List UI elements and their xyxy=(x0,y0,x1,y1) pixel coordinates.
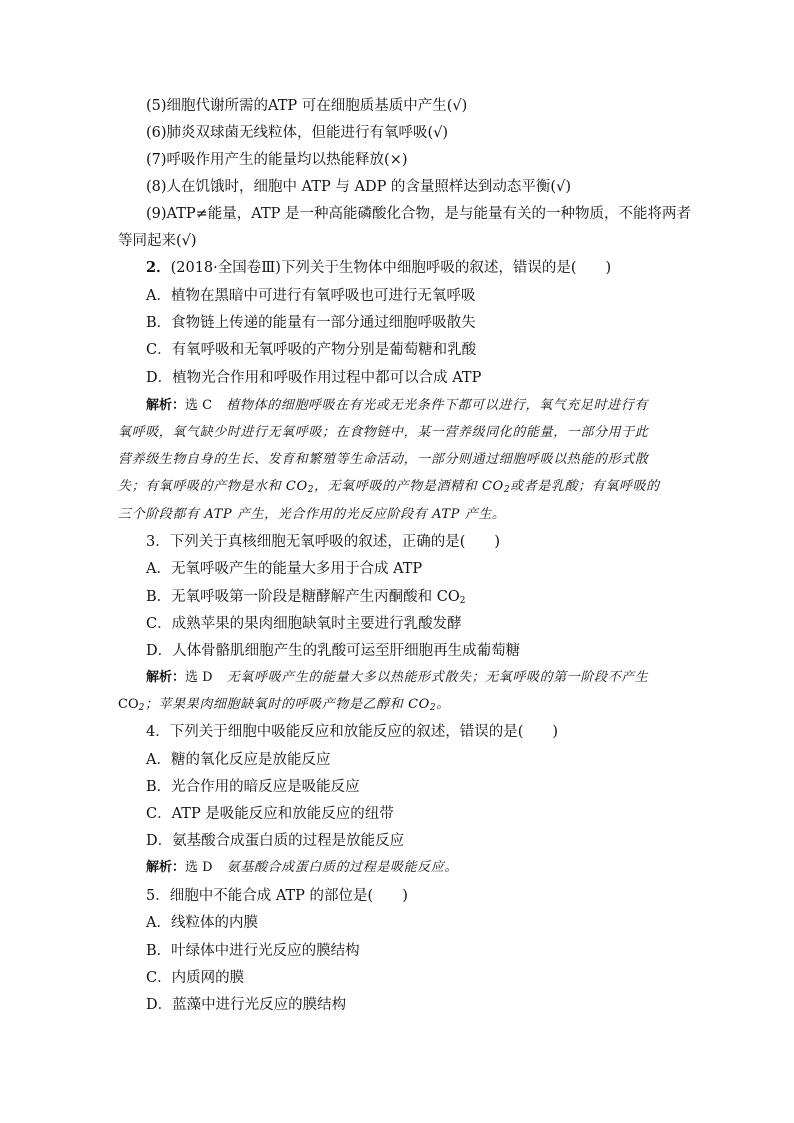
analysis-text: CO xyxy=(118,697,139,712)
analysis-text: 失；有氧呼吸的产物是水和 CO xyxy=(118,479,308,494)
statement-5: (5)细胞代谢所需的ATP 可在细胞质基质中产生(√) xyxy=(146,98,468,114)
question-2-analysis-line1 xyxy=(146,396,648,416)
question-4-analysis xyxy=(146,858,458,878)
analysis-text: ，无氧呼吸的产物是酒精和 CO xyxy=(314,479,504,494)
analysis-answer: 选 D xyxy=(185,670,213,685)
question-5-option-b: B．叶绿体中进行光反应的膜结构 xyxy=(146,943,360,959)
analysis-label: 解析： xyxy=(146,860,186,875)
analysis-label: 解析： xyxy=(146,398,186,413)
question-4-option-d: D．氨基酸合成蛋白质的过程是放能反应 xyxy=(146,833,405,849)
question-3-stem: 3．下列关于真核细胞无氧呼吸的叙述，正确的是( ) xyxy=(146,534,501,550)
analysis-text: 。 xyxy=(436,697,450,712)
analysis-text: 或者是乳酸；有氧呼吸的 xyxy=(510,479,660,494)
question-2-option-d: D．植物光合作用和呼吸作用过程中都可以合成 ATP xyxy=(146,370,482,386)
question-4-option-c: C．ATP 是吸能反应和放能反应的纽带 xyxy=(146,806,394,822)
analysis-label: 解析： xyxy=(146,670,186,685)
question-2-stem xyxy=(146,258,611,278)
question-3-option-b xyxy=(146,587,465,607)
question-source: (2018·全国卷Ⅲ) xyxy=(170,260,281,276)
statement-9-cont: 等同起来(√) xyxy=(118,233,197,249)
subscript: 2 xyxy=(429,703,437,713)
analysis-text: 氨基酸合成蛋白质的过程是吸能反应。 xyxy=(226,860,458,875)
statement-9: (9)ATP≠能量，ATP 是一种高能磷酸化合物，是与能量有关的一种物质，不能将两者 xyxy=(146,206,692,222)
question-text: 下列关于生物体中细胞呼吸的叙述，错误的是( ) xyxy=(280,260,612,276)
option-text: B．无氧呼吸第一阶段是糖酵解产生丙酮酸和 CO xyxy=(146,589,460,605)
question-5-option-a: A．线粒体的内膜 xyxy=(146,915,258,931)
question-3-option-d: D．人体骨骼肌细胞产生的乳酸可运至肝细胞再生成葡萄糖 xyxy=(146,643,521,659)
statement-8: (8)人在饥饿时，细胞中 ATP 与 ADP 的含量照样达到动态平衡(√) xyxy=(146,179,571,195)
statement-7: (7)呼吸作用产生的能量均以热能释放(×) xyxy=(146,152,408,168)
subscript: 2 xyxy=(307,485,315,495)
question-2-option-b: B．食物链上传递的能量有一部分通过细胞呼吸散失 xyxy=(146,315,476,331)
question-2-analysis-line4 xyxy=(118,477,660,497)
question-5-option-d: D．蓝藻中进行光反应的膜结构 xyxy=(146,997,347,1013)
analysis-text: 植物体的细胞呼吸在有光或无光条件下都可以进行，氧气充足时进行有 xyxy=(226,398,648,413)
question-4-stem: 4．下列关于细胞中吸能反应和放能反应的叙述，错误的是( ) xyxy=(146,724,559,740)
subscript: 2 xyxy=(138,703,145,713)
analysis-text: ；苹果果肉细胞缺氧时的呼吸产物是乙醇和 CO xyxy=(144,697,430,712)
subscript: 2 xyxy=(503,485,511,495)
question-4-option-a: A．糖的氧化反应是放能反应 xyxy=(146,752,331,768)
question-3-analysis-line2 xyxy=(118,695,450,715)
question-5-stem: 5．细胞中不能合成 ATP 的部位是( ) xyxy=(146,888,408,904)
question-3-analysis-line1 xyxy=(146,668,648,688)
question-3-option-a: A．无氧呼吸产生的能量大多用于合成 ATP xyxy=(146,561,423,577)
question-3-option-c: C．成熟苹果的果肉细胞缺氧时主要进行乳酸发酵 xyxy=(146,616,462,632)
question-number: 2． xyxy=(146,259,171,276)
question-2-option-c: C．有氧呼吸和无氧呼吸的产物分别是葡萄糖和乳酸 xyxy=(146,342,477,358)
analysis-answer: 选 D xyxy=(185,860,213,875)
question-2-analysis-line2: 氧呼吸，氧气缺少时进行无氧呼吸；在食物链中，某一营养级同化的能量，一部分用于此 xyxy=(118,425,649,440)
question-5-option-c: C．内质网的膜 xyxy=(146,970,245,986)
question-4-option-b: B．光合作用的暗反应是吸能反应 xyxy=(146,779,360,795)
analysis-answer: 选 C xyxy=(185,398,213,413)
subscript: 2 xyxy=(459,596,466,606)
statement-6: (6)肺炎双球菌无线粒体，但能进行有氧呼吸(√) xyxy=(146,125,449,141)
question-2-option-a: A．植物在黑暗中可进行有氧呼吸也可进行无氧呼吸 xyxy=(146,288,476,304)
question-2-analysis-line5: 三个阶段都有 ATP 产生，光合作用的光反应阶段有 ATP 产生。 xyxy=(118,507,506,522)
question-2-analysis-line3: 营养级生物自身的生长、发育和繁殖等生命活动，一部分则通过细胞呼吸以热能的形式散 xyxy=(118,452,649,467)
analysis-text: 无氧呼吸产生的能量大多以热能形式散失；无氧呼吸的第一阶段不产生 xyxy=(226,670,649,685)
